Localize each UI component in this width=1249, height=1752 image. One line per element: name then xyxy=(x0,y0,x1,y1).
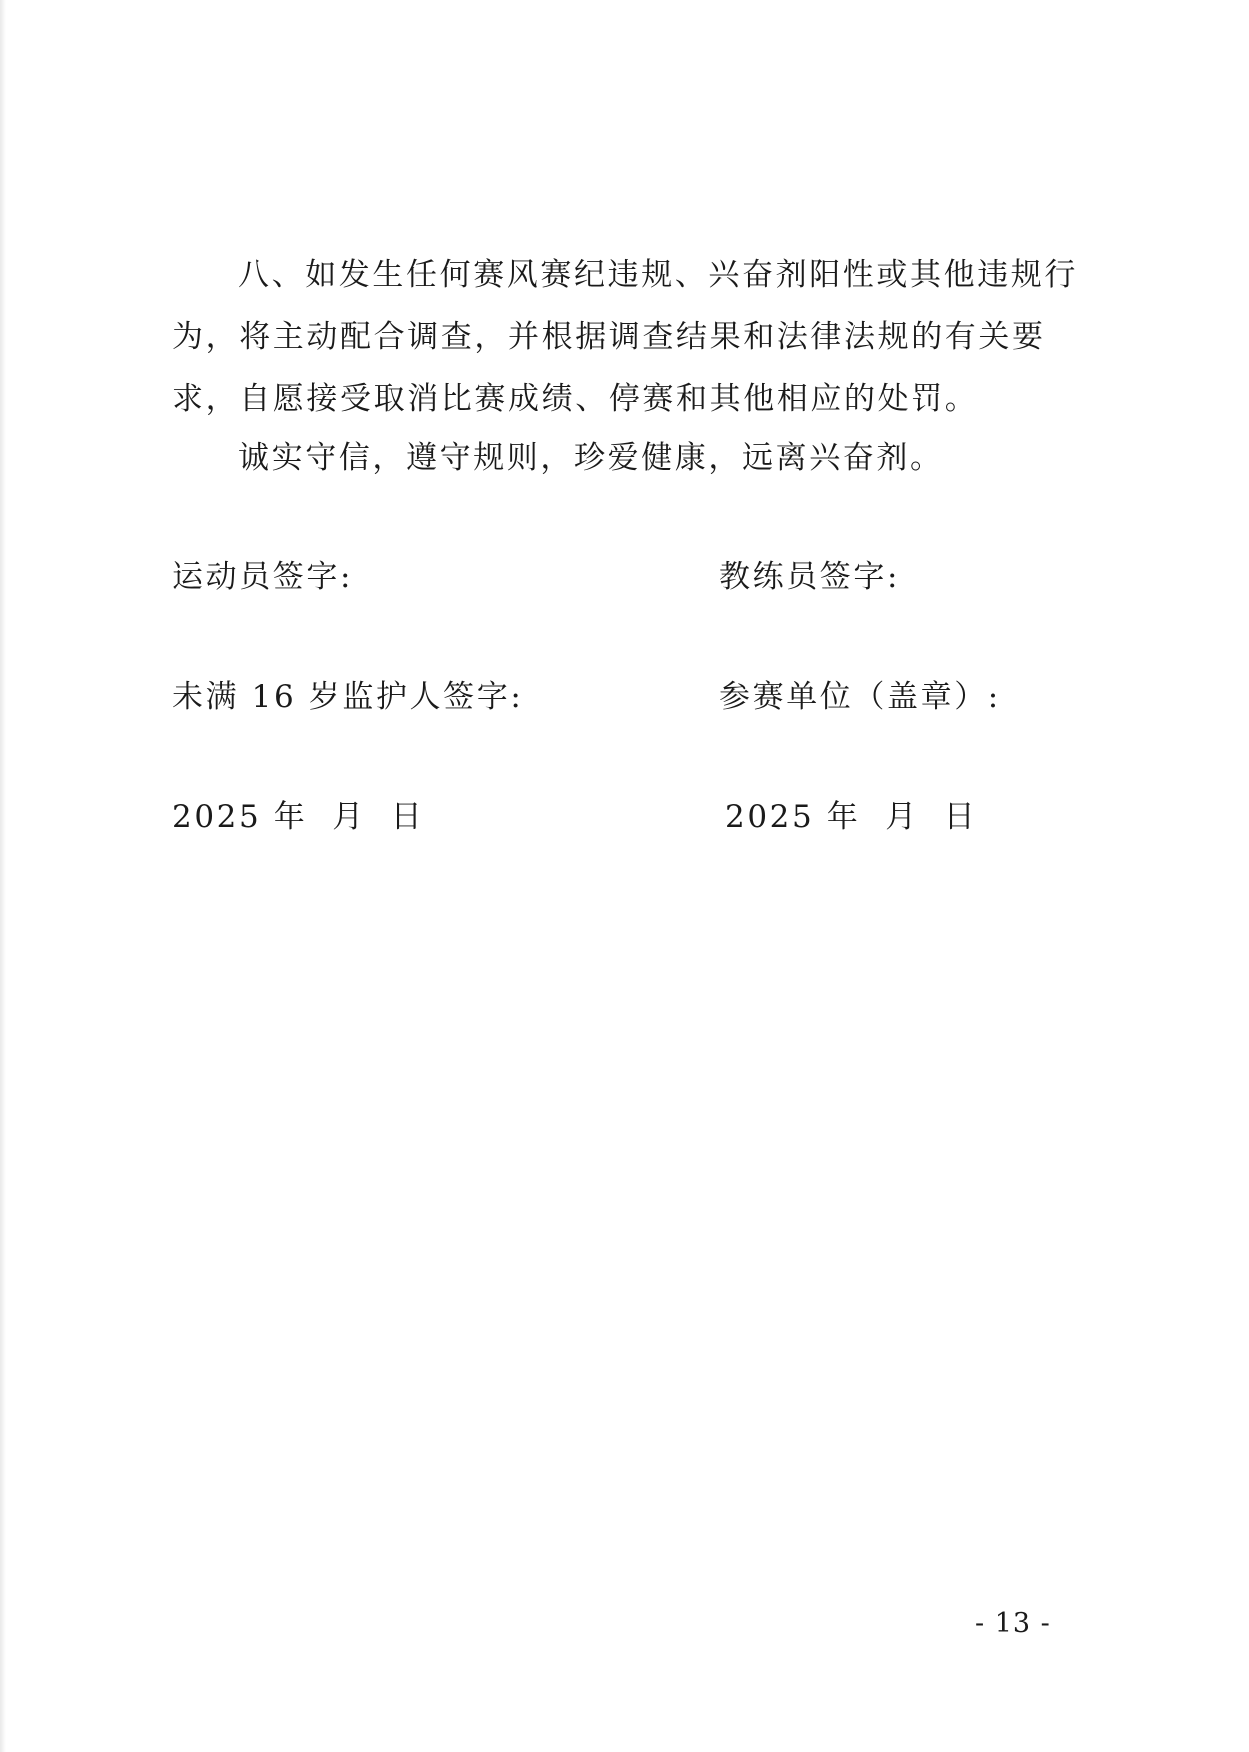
unit-stamp-label: 参赛单位（盖章）: xyxy=(719,679,1001,715)
coach-signature-label: 教练员签字: xyxy=(719,559,901,595)
guardian-signature-label: 未满 16 岁监护人签字: xyxy=(172,679,524,715)
page-number: - 13 - xyxy=(975,1608,1051,1639)
scan-edge-shadow xyxy=(0,0,6,1752)
motto-paragraph: 诚实守信，遵守规则，珍爱健康，远离兴奋剂。 xyxy=(238,440,944,476)
date-left: 2025 年 月 日 xyxy=(172,799,425,835)
clause-eight-paragraph: 八、如发生任何赛风赛纪违规、兴奋剂阳性或其他违规行为，将主动配合调查，并根据调查结果和法律法规的有关要求，自愿接受取消比赛成绩、停赛和其他相应的处罚。 xyxy=(172,257,1078,417)
athlete-signature-label: 运动员签字: xyxy=(172,559,354,595)
date-right: 2025 年 月 日 xyxy=(725,799,978,835)
